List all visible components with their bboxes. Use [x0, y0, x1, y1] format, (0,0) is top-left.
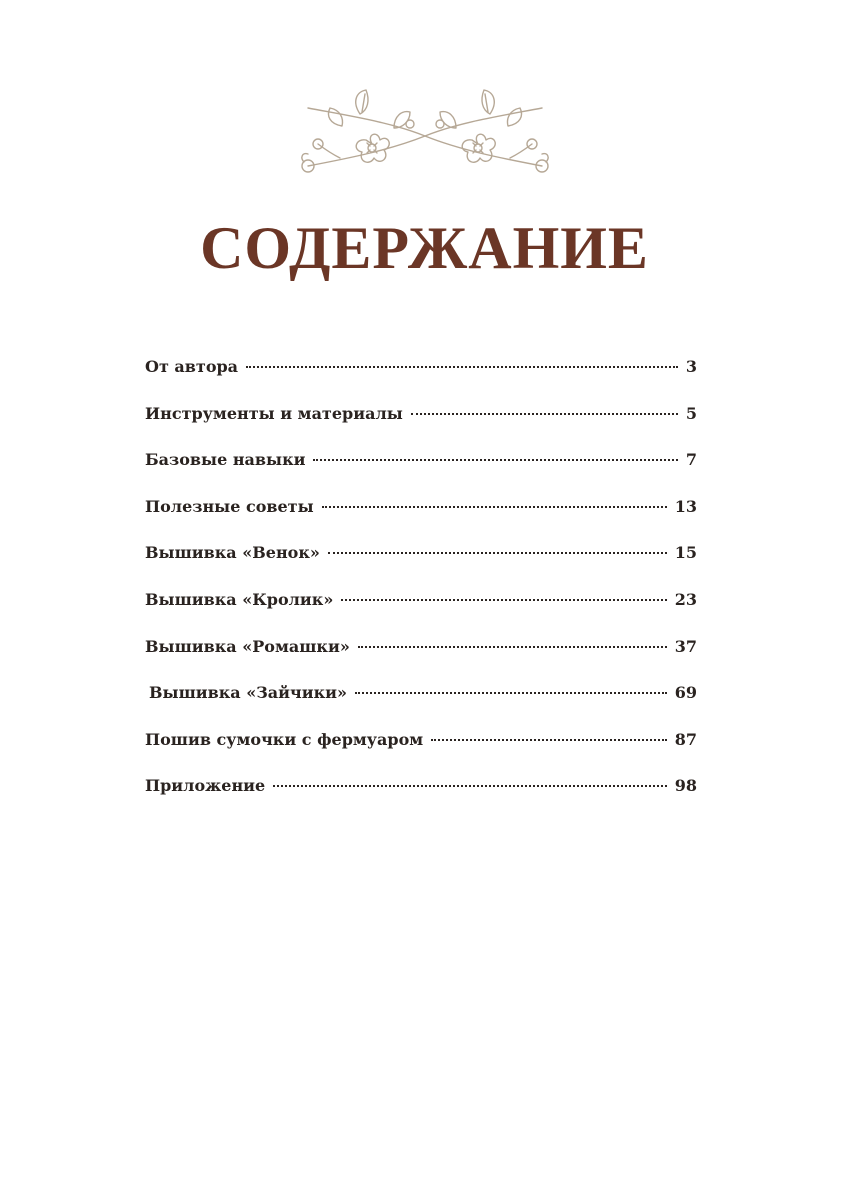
toc-entry[interactable] — [145, 404, 697, 451]
toc-entry-label: Полезные советы — [145, 496, 314, 516]
toc-entry-label: Приложение — [145, 776, 266, 796]
toc-entry-page: 87 — [674, 729, 697, 749]
toc-entry[interactable] — [145, 637, 697, 684]
toc-entry-page: 37 — [674, 636, 697, 656]
toc-entry-label: Вышивка «Зайчики» — [149, 683, 348, 703]
dot-leader — [313, 459, 677, 461]
page-title: СОДЕРЖАНИЕ — [200, 215, 649, 282]
toc-entry[interactable] — [145, 776, 697, 823]
toc-entry-label: Базовые навыки — [145, 450, 306, 470]
toc-entry-page: 98 — [674, 776, 697, 796]
dot-leader — [322, 506, 667, 508]
dot-leader — [273, 785, 667, 787]
toc-entry-label: От автора — [145, 357, 239, 376]
toc-entry-page: 3 — [685, 357, 697, 376]
dot-leader — [246, 366, 678, 368]
toc-entry[interactable] — [145, 590, 697, 637]
toc-entry-page: 7 — [685, 450, 697, 470]
dot-leader — [328, 552, 667, 554]
toc-entry[interactable] — [145, 543, 697, 590]
toc-entry[interactable] — [145, 450, 697, 497]
toc-entry-label: Пошив сумочки с фермуаром — [145, 729, 424, 749]
toc-entry-label: Инструменты и материалы — [145, 403, 403, 423]
dot-leader — [355, 692, 667, 694]
toc-entry[interactable] — [145, 730, 697, 777]
toc-entry[interactable] — [145, 497, 697, 544]
toc-entry-label: Вышивка «Венок» — [145, 543, 320, 563]
dot-leader — [341, 599, 666, 601]
table-of-contents — [145, 357, 697, 823]
toc-entry[interactable] — [145, 683, 697, 730]
toc-entry-page: 23 — [674, 589, 697, 609]
toc-entry-label: Вышивка «Кролик» — [145, 589, 334, 609]
toc-entry-page: 5 — [685, 403, 697, 423]
toc-entry-page: 15 — [674, 543, 697, 563]
toc-entry-label: Вышивка «Ромашки» — [145, 636, 350, 656]
floral-branch-icon — [290, 88, 560, 188]
dot-leader — [411, 413, 678, 415]
dot-leader — [431, 739, 667, 741]
dot-leader — [358, 646, 667, 648]
toc-entry-page: 13 — [674, 496, 697, 516]
toc-entry-page: 69 — [674, 683, 697, 703]
toc-entry[interactable] — [145, 357, 697, 404]
